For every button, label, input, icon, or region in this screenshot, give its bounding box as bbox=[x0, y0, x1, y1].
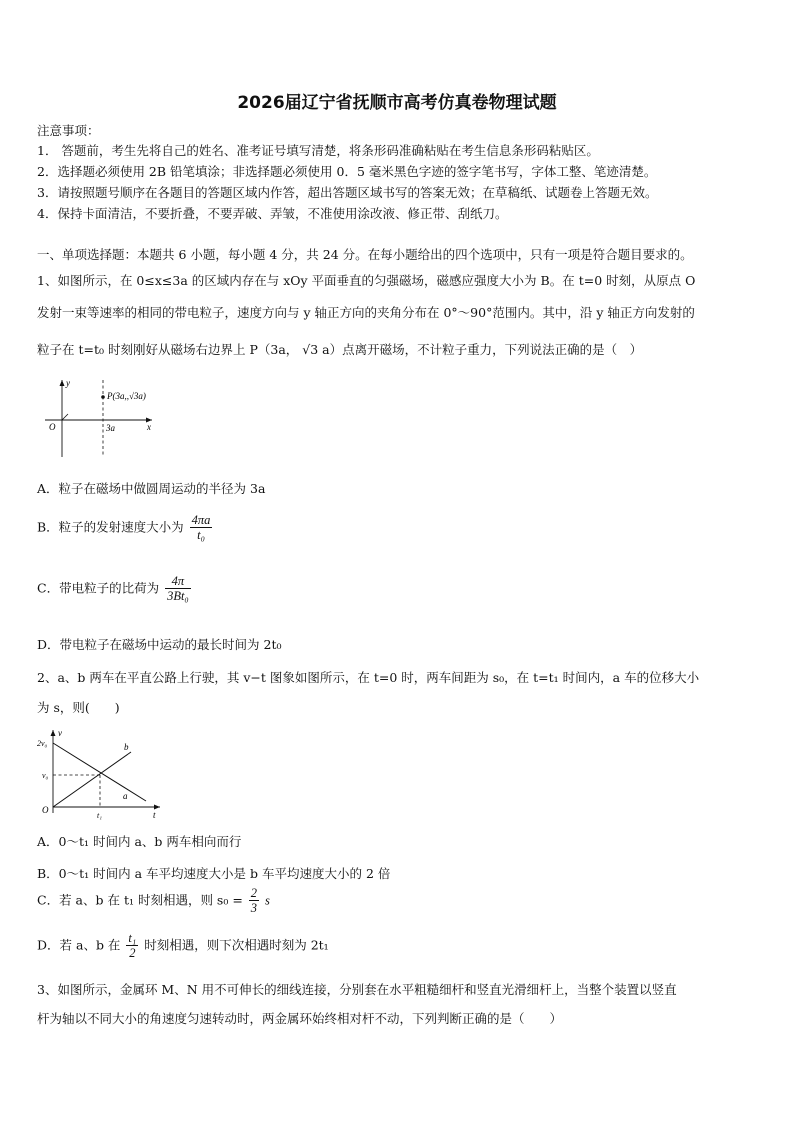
q2-option-c-num: 2 bbox=[250, 886, 258, 900]
q1-option-c-fraction bbox=[165, 574, 191, 604]
q1-figure bbox=[40, 375, 160, 460]
q2-a-label: a bbox=[123, 791, 128, 801]
q2-option-d-tail: 时刻相遇，则下次相遇时刻为 2t₁ bbox=[144, 937, 329, 953]
q2-v0-label: v₀ bbox=[42, 771, 49, 780]
q2-stem-line1: 2、a、b 两车在平直公路上行驶，其 v−t 图象如图所示，在 t=0 时，两车间距为 s₀，在 t=t₁ 时间内，a 车的位移大小 bbox=[37, 670, 700, 685]
notice-heading: 注意事项： bbox=[37, 123, 100, 138]
notice-item-2: 2．选择题必须使用 2B 铅笔填涂；非选择题必须使用 0．5 毫米黑色字迹的签字笔书写，字体工整、笔迹清楚。 bbox=[37, 164, 657, 179]
q1-point-label: P(3a,,√3a) bbox=[107, 391, 146, 401]
q3-stem-line2: 杆为轴以不同大小的角速度匀速转动时，两金属环始终相对杆不动，下列判断正确的是（ ） bbox=[37, 1011, 563, 1026]
q1-option-c-num: 4π bbox=[165, 574, 191, 589]
q1-option-a: A．粒子在磁场中做圆周运动的半径为 3a bbox=[37, 481, 266, 496]
q2-t-label: t bbox=[153, 810, 156, 820]
q1-option-b-den: t₀ bbox=[197, 528, 205, 543]
notice-item-4: 4．保持卡面清洁，不要折叠，不要弄破、弄皱，不准使用涂改液、修正带、刮纸刀。 bbox=[37, 206, 508, 221]
q1-tick-label: 3a bbox=[106, 423, 115, 433]
q1-option-b bbox=[37, 513, 214, 543]
q2-option-c-tail: s bbox=[265, 893, 270, 908]
notice-item-1: 1． 答题前，考生先将自己的姓名、准考证号填写清楚，将条形码准确粘贴在考生信息条形码粘贴区。 bbox=[37, 143, 599, 158]
q2-v-arrow-icon bbox=[51, 730, 56, 736]
q1-option-c-den: 3Bt₀ bbox=[167, 589, 189, 604]
q2-option-d-text: D．若 a、b 在 bbox=[37, 937, 121, 953]
q2-option-d-den: 2 bbox=[129, 946, 136, 961]
q2-line-b bbox=[53, 752, 131, 807]
q2-option-d bbox=[37, 931, 329, 961]
q2-t1-label: t₁ bbox=[97, 811, 103, 820]
q2-b-label: b bbox=[124, 742, 129, 752]
q1-option-b-text: B．粒子的发射速度大小为 bbox=[37, 519, 184, 535]
q1-option-d: D．带电粒子在磁场中运动的最长时间为 2t₀ bbox=[37, 637, 282, 652]
q2-stem-line2: 为 s，则( ) bbox=[37, 700, 120, 715]
q2-origin-label: O bbox=[42, 805, 49, 815]
q2-option-d-num: t₁ bbox=[128, 931, 137, 945]
q1-stem-line2: 发射一束等速率的相同的带电粒子，速度方向与 y 轴正方向的夹角分布在 0°～90°范围内。其中，沿 y 轴正方向发射的 bbox=[37, 305, 695, 320]
section-heading: 一、单项选择题：本题共 6 小题，每小题 4 分，共 24 分。在每小题给出的四个选项中，只有一项是符合题目要求的。 bbox=[37, 247, 693, 262]
q1-stem-line3: 粒子在 t=t₀ 时刻刚好从磁场右边界上 P（3a， √3 a）点离开磁场，不计粒子重力，下列说法正确的是（ ） bbox=[37, 342, 643, 357]
q1-y-arrow-icon bbox=[60, 380, 65, 386]
q2-v-label: v bbox=[58, 728, 62, 738]
q2-option-c bbox=[37, 886, 270, 916]
q1-stem-line1: 1、如图所示，在 0≤x≤3a 的区域内存在与 xOy 平面垂直的匀强磁场，磁感应强度大小为 B。在 t=0 时刻，从原点 O bbox=[37, 273, 696, 288]
q3-stem-line1: 3、如图所示，金属环 M、N 用不可伸长的细线连接，分别套在水平粗糙细杆和竖直光滑细杆上，当整个装置以竖直 bbox=[37, 982, 677, 997]
q2-option-b: B．0～t₁ 时间内 a 车平均速度大小是 b 车平均速度大小的 2 倍 bbox=[37, 866, 391, 881]
q2-line-a bbox=[53, 743, 146, 801]
q1-point-p bbox=[101, 395, 105, 399]
q1-option-b-fraction bbox=[190, 513, 213, 543]
q2-option-c-text: C．若 a、b 在 t₁ 时刻相遇，则 s₀ = bbox=[37, 892, 243, 908]
q1-y-label: y bbox=[66, 378, 70, 388]
q1-option-c-text: C．带电粒子的比荷为 bbox=[37, 580, 160, 596]
q2-option-c-den: 3 bbox=[250, 901, 258, 916]
q2-t-arrow-icon bbox=[154, 805, 160, 810]
q1-origin-label: O bbox=[49, 422, 56, 432]
q1-option-c bbox=[37, 574, 193, 604]
q1-x-label: x bbox=[147, 422, 151, 432]
page-title: 2026届辽宁省抚顺市高考仿真卷物理试题 bbox=[237, 93, 557, 113]
q2-figure bbox=[36, 725, 166, 823]
q2-2v0-label: 2v₀ bbox=[37, 739, 48, 748]
q2-option-c-fraction bbox=[249, 886, 259, 916]
q2-option-a: A．0～t₁ 时间内 a、b 两车相向而行 bbox=[37, 834, 242, 849]
notice-item-3: 3．请按照题号顺序在各题目的答题区域内作答，超出答题区域书写的答案无效；在草稿纸、试题卷上答题无效。 bbox=[37, 185, 658, 200]
q2-option-d-fraction bbox=[126, 931, 138, 961]
q1-option-b-num: 4πa bbox=[191, 513, 211, 527]
q1-velocity-arrow-icon bbox=[62, 414, 68, 420]
